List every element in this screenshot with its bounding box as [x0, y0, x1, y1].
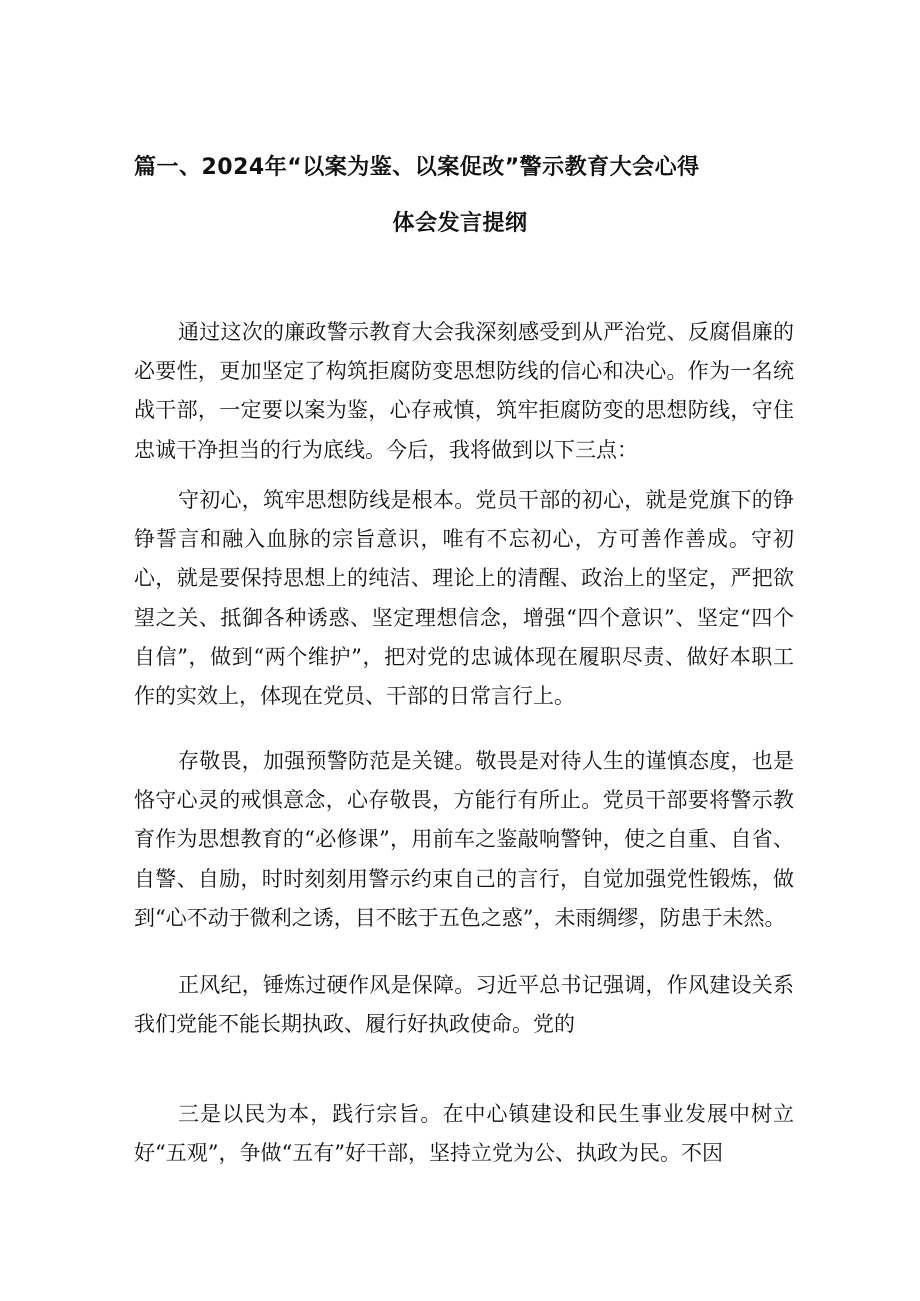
paragraph-initial-mission: 守初心，筑牢思想防线是根本。党员干部的初心，就是党旗下的铮铮誓言和融入血脉的宗旨意识，唯有不忘初心，方可善作善成。守初心，就是要保持思想上的纯洁、理论上的清醒、政治上的坚定，严把欲望之关、抵御各种诱惑、坚定理想信念，增强“四个意识”、坚定“四个自信”，做到“两个维护”，把对党的忠诚体现在履职尽责、做好本职工作的实效上，体现在党员、干部的日常言行上。	[134, 488, 794, 709]
paragraph-intro: 通过这次的廉政警示教育大会我深刻感受到从严治党、反腐倡廉的必要性，更加坚定了构筑拒腐防变思想防线的信心和决心。作为一名统战干部，一定要以案为鉴，心存戒慎，筑牢拒腐防变的思想防线，守住忠诚干净担当的行为底线。今后，我将做到以下三点：	[134, 320, 794, 462]
paragraph-people-first: 三是以民为本，践行宗旨。在中心镇建设和民生事业发展中树立好“五观”，争做“五有”好干部，坚持立党为公、执政为民。不因	[134, 1102, 794, 1166]
paragraph-reverence: 存敬畏，加强预警防范是关键。敬畏是对待人生的谨慎态度，也是恪守心灵的戒惧意念，心存敬畏，方能行有所止。党员干部要将警示教育作为思想教育的“必修课”，用前车之鉴敲响警钟，使之自重、自省、自警、自励，时时刻刻用警示约束自己的言行，自觉加强党性锻炼，做到“心不动于微利之诱，目不眩于五色之惑”，未雨绸缪，防患于未然。	[134, 749, 794, 930]
document-title-line2: 体会发言提纲	[392, 211, 528, 236]
paragraph-discipline: 正风纪，锤炼过硬作风是保障。习近平总书记强调，作风建设关系我们党能不能长期执政、履行好执政使命。党的	[134, 973, 794, 1037]
document-title-line1: 篇一、2024年“以案为鉴、以案促改”警示教育大会心得	[134, 155, 700, 180]
